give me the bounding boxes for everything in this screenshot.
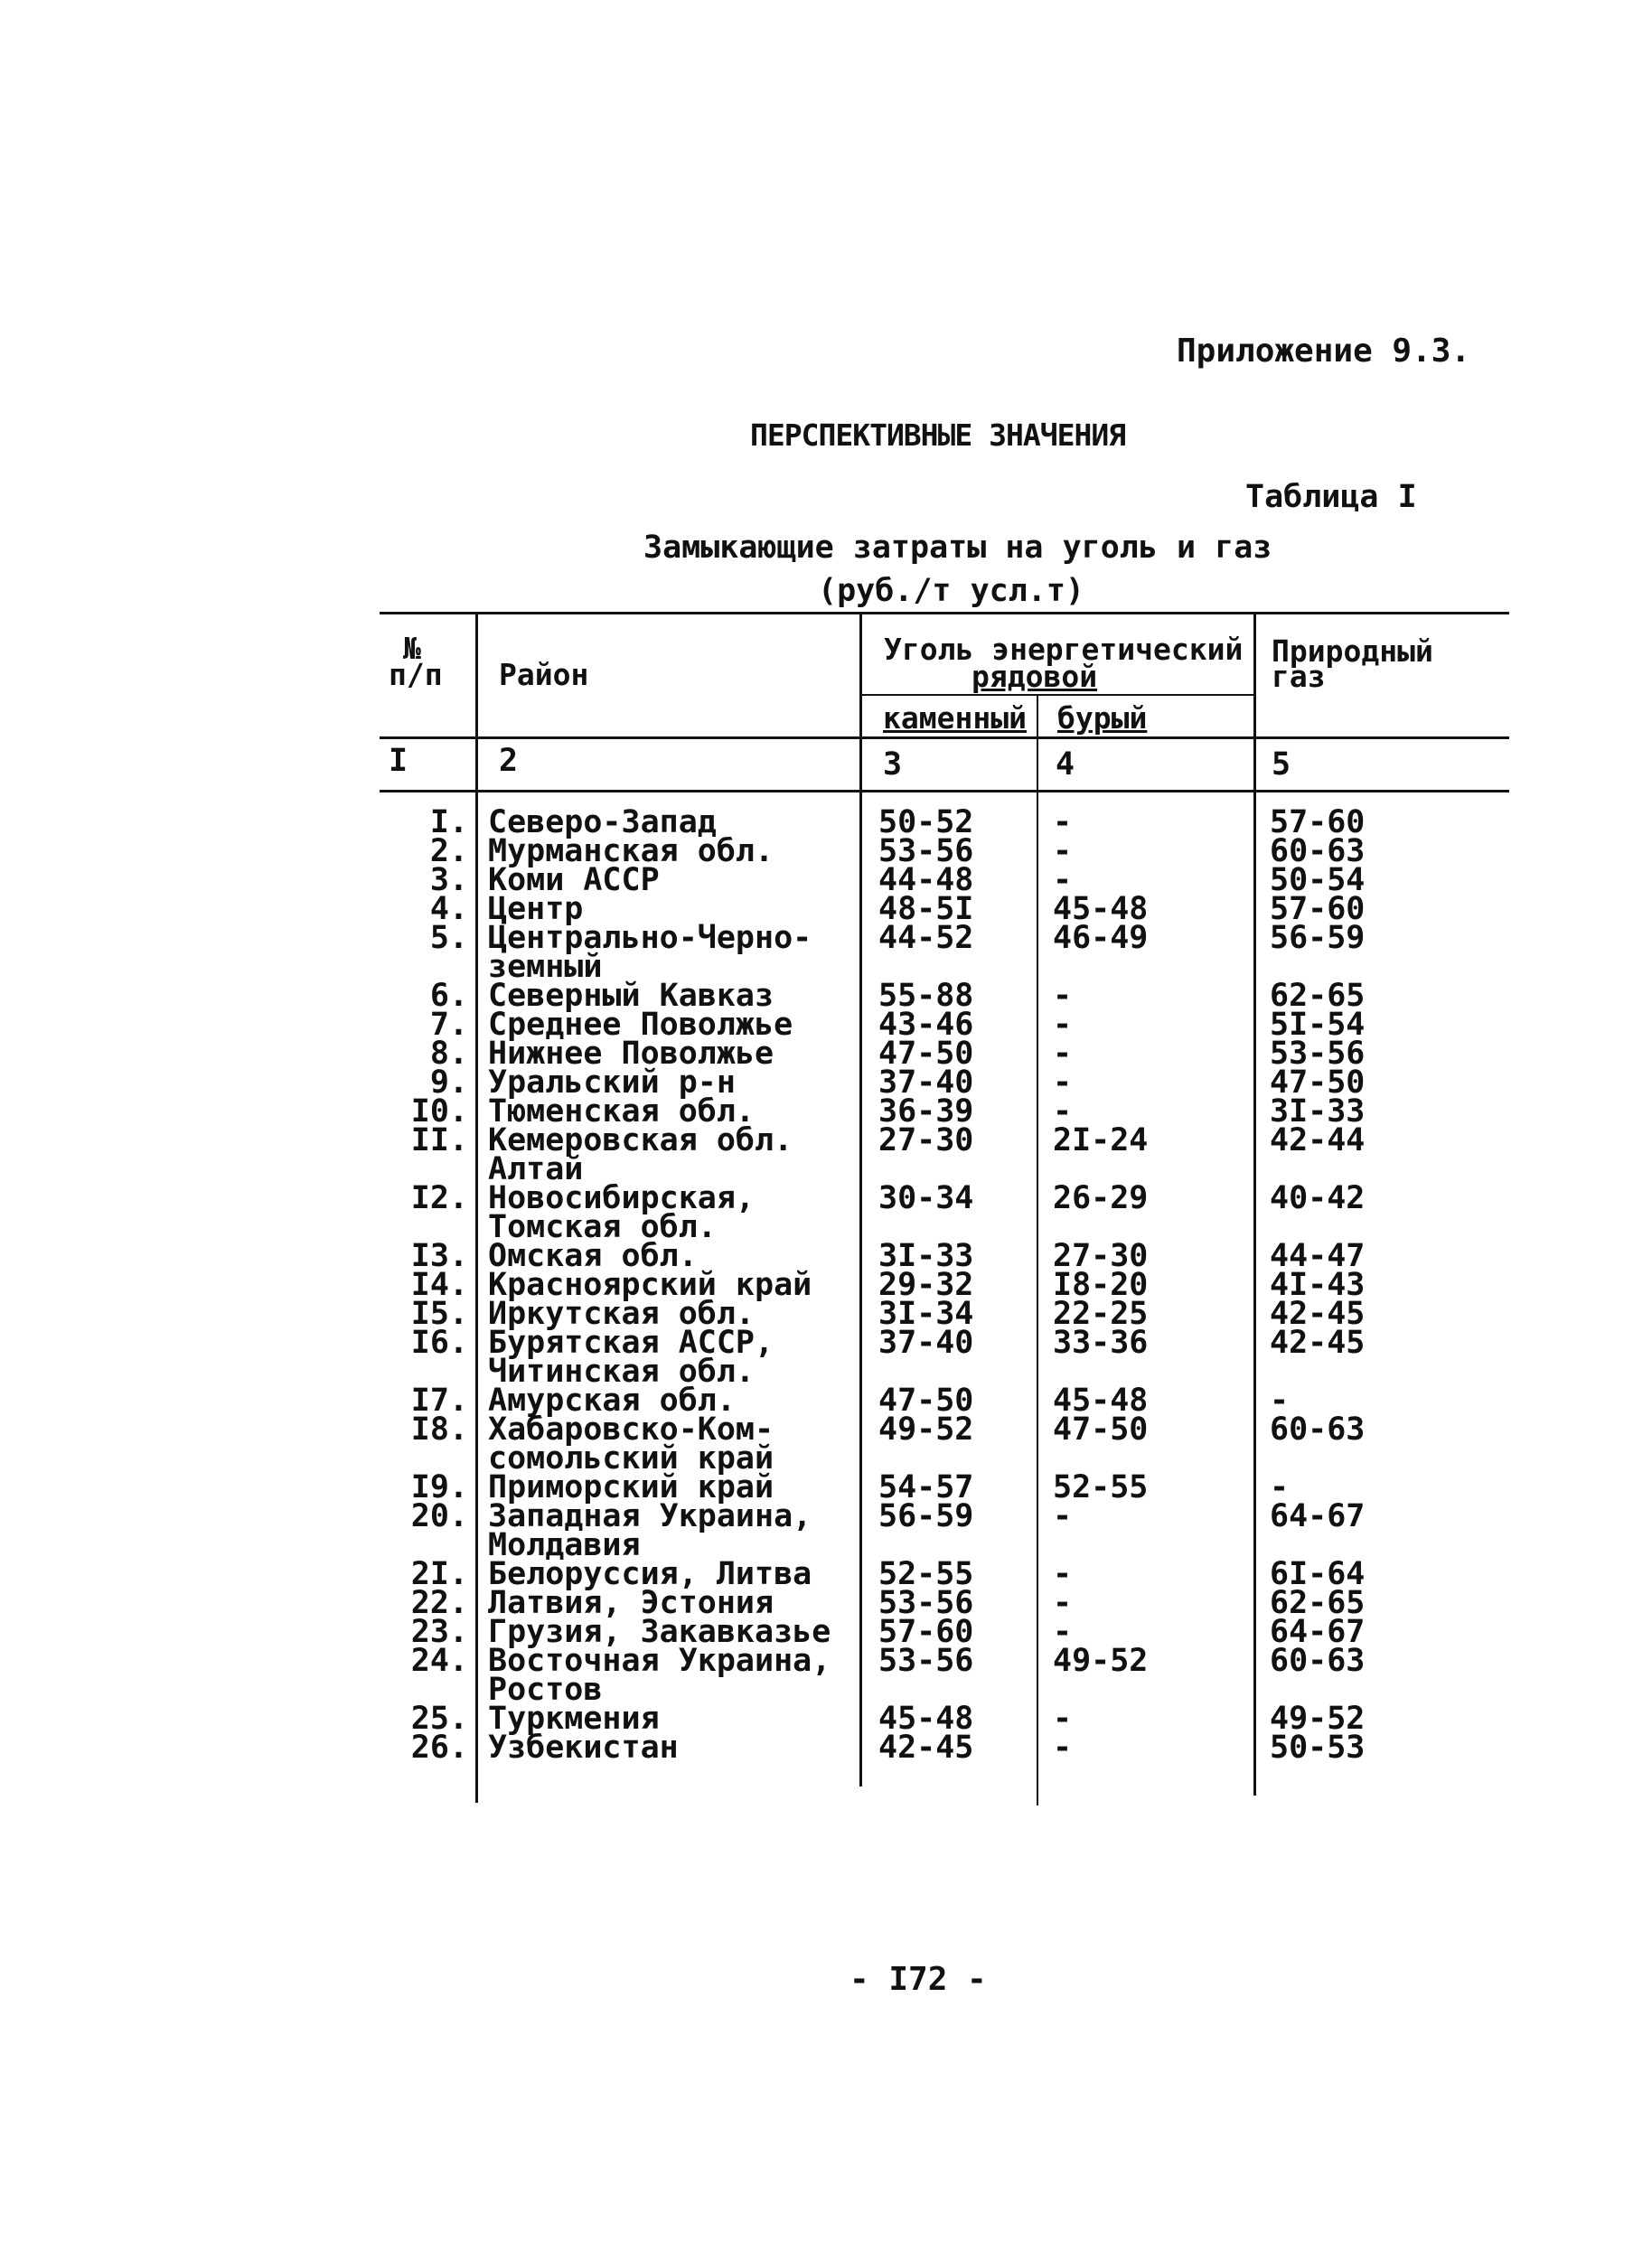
row-number: 23.: [410, 1614, 468, 1650]
hard-coal-value: 29-32: [878, 1267, 974, 1303]
region-name: Западная Украина,: [488, 1498, 812, 1534]
region-name: Красноярский край: [488, 1267, 812, 1303]
gas-value: 62-65: [1270, 978, 1366, 1014]
row-number: 5.: [429, 920, 468, 956]
column-number-1: I: [389, 743, 408, 779]
region-name: Молдавия: [488, 1527, 641, 1563]
brown-coal-value: -: [1053, 1036, 1073, 1072]
row-number: 6.: [429, 978, 468, 1014]
gas-value: 42-45: [1270, 1296, 1366, 1332]
hard-coal-value: 53-56: [878, 1643, 974, 1679]
brown-coal-value: -: [1053, 1498, 1073, 1534]
region-name: Иркутская обл.: [488, 1296, 756, 1332]
gas-value: 42-44: [1270, 1122, 1366, 1158]
hard-coal-value: 54-57: [878, 1469, 974, 1505]
brown-coal-value: -: [1053, 1007, 1073, 1043]
brown-coal-value: 47-50: [1053, 1411, 1149, 1448]
header-num-symbol: №: [403, 631, 421, 666]
hard-coal-value: 30-34: [878, 1180, 974, 1216]
gas-value: 60-63: [1270, 1411, 1366, 1448]
row-number: 26.: [410, 1730, 468, 1766]
hard-coal-value: 44-48: [878, 862, 974, 898]
vertical-rule-hard: [1037, 694, 1038, 1805]
header-gas-2: газ: [1272, 659, 1326, 694]
gas-value: 56-59: [1270, 920, 1366, 956]
brown-coal-value: 45-48: [1053, 1383, 1149, 1419]
region-name: Северный Кавказ: [488, 978, 774, 1014]
hard-coal-value: 36-39: [878, 1093, 974, 1130]
page-number: - I72 -: [849, 1961, 987, 1998]
row-number: I8.: [410, 1411, 468, 1448]
row-number: 25.: [410, 1701, 468, 1737]
brown-coal-value: I8-20: [1053, 1267, 1149, 1303]
gas-value: 44-47: [1270, 1238, 1366, 1274]
brown-coal-value: 22-25: [1053, 1296, 1149, 1332]
region-name: Узбекистан: [488, 1730, 679, 1766]
region-name: Белоруссия, Литва: [488, 1556, 812, 1592]
column-number-4: 4: [1056, 746, 1075, 783]
region-name: Северо-Запад: [488, 804, 717, 840]
brown-coal-value: 26-29: [1053, 1180, 1149, 1216]
region-name: Среднее Поволжье: [488, 1007, 793, 1043]
region-name: Латвия, Эстония: [488, 1585, 774, 1621]
brown-coal-value: -: [1053, 1730, 1073, 1766]
hard-coal-value: 3I-33: [878, 1238, 974, 1274]
row-number: 9.: [429, 1064, 468, 1101]
table-caption: Замыкающие затраты на уголь и газ: [643, 530, 1272, 566]
gas-value: 4I-43: [1270, 1267, 1366, 1303]
hard-coal-value: 45-48: [878, 1701, 974, 1737]
coal-subheader-rule: [861, 694, 1256, 696]
brown-coal-value: -: [1053, 978, 1073, 1014]
region-name: Восточная Украина,: [488, 1643, 831, 1679]
hard-coal-value: 53-56: [878, 833, 974, 869]
row-number: 3.: [429, 862, 468, 898]
region-name: Нижнее Поволжье: [488, 1036, 774, 1072]
header-hard-coal: каменный: [883, 700, 1027, 736]
brown-coal-value: -: [1053, 1064, 1073, 1101]
table-label: Таблица I: [1245, 479, 1417, 515]
gas-value: 50-53: [1270, 1730, 1366, 1766]
row-number: I4.: [410, 1267, 468, 1303]
column-number-5: 5: [1272, 746, 1291, 783]
region-name: Ростов: [488, 1672, 603, 1708]
hard-coal-value: 56-59: [878, 1498, 974, 1534]
gas-value: 5I-54: [1270, 1007, 1366, 1043]
gas-value: 64-67: [1270, 1498, 1366, 1534]
brown-coal-value: 49-52: [1053, 1643, 1149, 1679]
region-name: Уральский р-н: [488, 1064, 736, 1101]
hard-coal-value: 37-40: [878, 1325, 974, 1361]
hard-coal-value: 48-5I: [878, 891, 974, 927]
column-number-3: 3: [883, 746, 903, 783]
header-coal-type: рядовой: [971, 659, 1098, 694]
hard-coal-value: 52-55: [878, 1556, 974, 1592]
brown-coal-value: 52-55: [1053, 1469, 1149, 1505]
gas-value: 57-60: [1270, 804, 1366, 840]
table-units: (руб./т усл.т): [818, 573, 1085, 609]
hard-coal-value: 27-30: [878, 1122, 974, 1158]
header-brown-coal: бурый: [1057, 700, 1148, 736]
hard-coal-value: 42-45: [878, 1730, 974, 1766]
hard-coal-value: 57-60: [878, 1614, 974, 1650]
gas-value: 64-67: [1270, 1614, 1366, 1650]
region-name: Омская обл.: [488, 1238, 698, 1274]
gas-value: 47-50: [1270, 1064, 1366, 1101]
row-number: I7.: [410, 1383, 468, 1419]
row-number: 7.: [429, 1007, 468, 1043]
header-bottom-rule: [380, 736, 1509, 739]
header-gas: Природный: [1272, 633, 1433, 669]
column-number-2: 2: [499, 743, 519, 779]
region-name: Центр: [488, 891, 584, 927]
brown-coal-value: 33-36: [1053, 1325, 1149, 1361]
hard-coal-value: 47-50: [878, 1383, 974, 1419]
brown-coal-value: 46-49: [1053, 920, 1149, 956]
region-name: земный: [488, 949, 603, 985]
hard-coal-value: 53-56: [878, 1585, 974, 1621]
brown-coal-value: -: [1053, 1585, 1073, 1621]
gas-value: 60-63: [1270, 1643, 1366, 1679]
region-name: Туркмения: [488, 1701, 660, 1737]
region-name: Приморский край: [488, 1469, 774, 1505]
region-name: Читинская обл.: [488, 1354, 756, 1390]
hard-coal-value: 49-52: [878, 1411, 974, 1448]
gas-value: 57-60: [1270, 891, 1366, 927]
brown-coal-value: -: [1053, 833, 1073, 869]
region-name: Алтай: [488, 1151, 584, 1187]
brown-coal-value: 27-30: [1053, 1238, 1149, 1274]
brown-coal-value: 2I-24: [1053, 1122, 1149, 1158]
brown-coal-value: -: [1053, 1614, 1073, 1650]
gas-value: 62-65: [1270, 1585, 1366, 1621]
row-number: 2I.: [410, 1556, 468, 1592]
appendix-label: Приложение 9.3.: [1177, 333, 1471, 370]
gas-value: -: [1270, 1383, 1290, 1419]
column-numbers-rule: [380, 790, 1509, 792]
row-number: II.: [410, 1122, 468, 1158]
region-name: сомольский край: [488, 1440, 774, 1477]
gas-value: 50-54: [1270, 862, 1366, 898]
hard-coal-value: 44-52: [878, 920, 974, 956]
row-number: 8.: [429, 1036, 468, 1072]
region-name: Хабаровско-Ком-: [488, 1411, 774, 1448]
row-number: I0.: [410, 1093, 468, 1130]
brown-coal-value: -: [1053, 862, 1073, 898]
header-num: п/п: [389, 657, 443, 692]
region-name: Грузия, Закавказье: [488, 1614, 831, 1650]
header-coal: Уголь энергетический: [884, 632, 1244, 667]
document-title: ПЕРСПЕКТИВНЫЕ ЗНАЧЕНИЯ: [750, 417, 1126, 453]
gas-value: 60-63: [1270, 833, 1366, 869]
brown-coal-value: -: [1053, 804, 1073, 840]
region-name: Центрально-Черно-: [488, 920, 812, 956]
region-name: Амурская обл.: [488, 1383, 736, 1419]
brown-coal-value: -: [1053, 1556, 1073, 1592]
region-name: Новосибирская,: [488, 1180, 756, 1216]
row-number: I9.: [410, 1469, 468, 1505]
vertical-rule-num: [475, 612, 478, 1803]
header-region: Район: [499, 657, 589, 692]
row-number: 20.: [410, 1498, 468, 1534]
row-number: I3.: [410, 1238, 468, 1274]
table-top-rule: [380, 612, 1509, 614]
vertical-rule-brown: [1253, 612, 1256, 1796]
gas-value: 49-52: [1270, 1701, 1366, 1737]
region-name: Томская обл.: [488, 1209, 717, 1245]
gas-value: -: [1270, 1469, 1290, 1505]
hard-coal-value: 50-52: [878, 804, 974, 840]
gas-value: 3I-33: [1270, 1093, 1366, 1130]
brown-coal-value: 45-48: [1053, 891, 1149, 927]
region-name: Мурманская обл.: [488, 833, 774, 869]
hard-coal-value: 37-40: [878, 1064, 974, 1101]
region-name: Коми АССР: [488, 862, 660, 898]
region-name: Бурятская АССР,: [488, 1325, 774, 1361]
gas-value: 42-45: [1270, 1325, 1366, 1361]
hard-coal-value: 55-88: [878, 978, 974, 1014]
row-number: 22.: [410, 1585, 468, 1621]
brown-coal-value: -: [1053, 1701, 1073, 1737]
hard-coal-value: 47-50: [878, 1036, 974, 1072]
region-name: Кемеровская обл.: [488, 1122, 793, 1158]
gas-value: 53-56: [1270, 1036, 1366, 1072]
brown-coal-value: -: [1053, 1093, 1073, 1130]
gas-value: 40-42: [1270, 1180, 1366, 1216]
hard-coal-value: 3I-34: [878, 1296, 974, 1332]
row-number: I6.: [410, 1325, 468, 1361]
hard-coal-value: 43-46: [878, 1007, 974, 1043]
row-number: 2.: [429, 833, 468, 869]
row-number: 4.: [429, 891, 468, 927]
row-number: I5.: [410, 1296, 468, 1332]
region-name: Тюменская обл.: [488, 1093, 756, 1130]
gas-value: 6I-64: [1270, 1556, 1366, 1592]
row-number: I.: [429, 804, 468, 840]
row-number: I2.: [410, 1180, 468, 1216]
row-number: 24.: [410, 1643, 468, 1679]
vertical-rule-region: [859, 612, 862, 1786]
